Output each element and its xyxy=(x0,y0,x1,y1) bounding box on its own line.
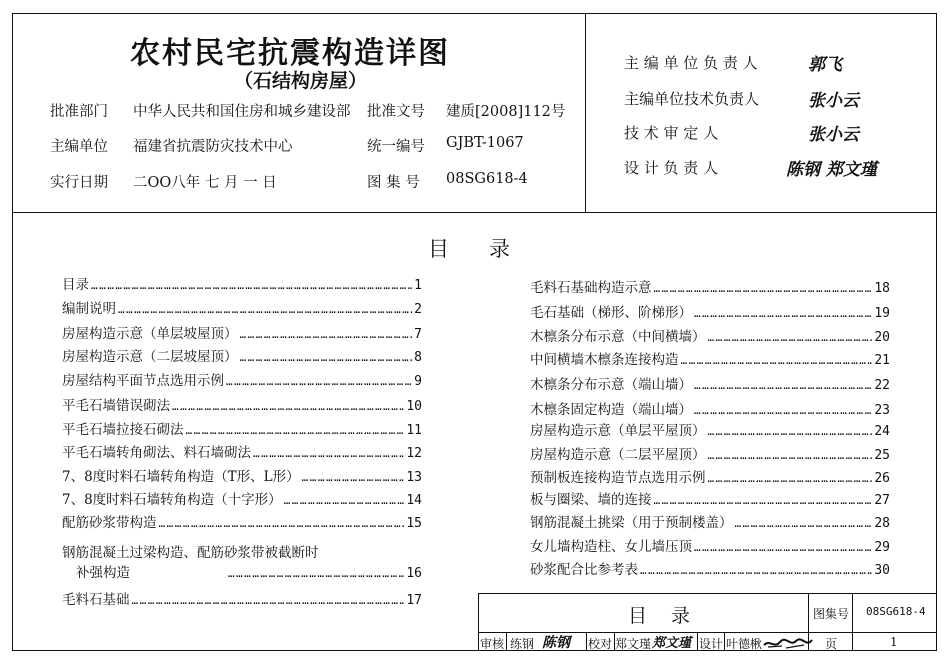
toc-entry[interactable] xyxy=(62,513,422,533)
toc-leader xyxy=(284,491,405,511)
toc-entry[interactable] xyxy=(530,421,890,441)
editor-unit: 福建省抗震防灾技术中心 xyxy=(133,139,293,155)
toc-entry-title: 木檩条分布示意（中间横墙） xyxy=(530,329,706,345)
toc-entry[interactable] xyxy=(62,563,422,583)
signature-design-lead: 陈钢 郑文瑾 xyxy=(786,160,877,180)
toc-leader xyxy=(708,328,873,348)
title-block-cell-divider xyxy=(506,632,507,651)
toc-entry[interactable] xyxy=(530,350,890,370)
toc-entry-page: 1 xyxy=(414,278,422,293)
document-subtitle: （石结构房屋） xyxy=(234,70,368,92)
toc-entry-title: 板与圈梁、墙的连接 xyxy=(530,492,652,508)
toc-entry-page: 7 xyxy=(414,327,422,342)
resp-label-chief-unit: 主 编 单 位 负 责 人 xyxy=(624,54,758,72)
impl-date-label: 实行日期 xyxy=(50,175,108,191)
toc-entry[interactable] xyxy=(62,299,422,319)
toc-entry-page: 17 xyxy=(406,593,422,608)
toc-leader xyxy=(228,564,404,584)
title-block-check-label: 校对 xyxy=(588,637,613,651)
toc-leader xyxy=(708,422,873,442)
toc-entry-page: 19 xyxy=(874,306,890,321)
toc-leader xyxy=(735,514,873,534)
title-block-cell-divider xyxy=(724,632,725,651)
toc-entry[interactable] xyxy=(62,443,422,463)
approval-dept: 中华人民共和国住房和城乡建设部 xyxy=(133,104,351,120)
toc-entry[interactable] xyxy=(530,468,890,488)
toc-entry-title: 砂浆配合比参考表 xyxy=(530,562,638,578)
toc-entry[interactable] xyxy=(62,371,422,391)
title-block-page-label: 页 xyxy=(825,637,838,651)
toc-entry-title: 编制说明 xyxy=(62,301,116,317)
toc-entry[interactable] xyxy=(62,590,422,610)
toc-leader xyxy=(681,351,873,371)
toc-entry-page: 14 xyxy=(406,493,422,508)
document-title: 农村民宅抗震构造详图 xyxy=(130,36,450,71)
editor-unit-label: 主编单位 xyxy=(50,139,108,155)
toc-entry-page: 20 xyxy=(874,330,890,345)
toc-entry[interactable] xyxy=(530,327,890,347)
toc-entry[interactable] xyxy=(530,445,890,465)
toc-entry-page: 26 xyxy=(874,471,890,486)
toc-leader xyxy=(118,300,412,320)
title-block-atlas-label: 图集号 xyxy=(813,607,850,621)
approval-doc: 建质[2008]112号 xyxy=(446,104,566,120)
toc-entry-title: 预制板连接构造节点选用示例 xyxy=(530,470,706,486)
toc-entry-page: 23 xyxy=(874,403,890,418)
toc-entry-page: 15 xyxy=(406,516,422,531)
toc-entry[interactable] xyxy=(62,324,422,344)
toc-entry-title: 7、8度时料石墙转角构造（T形、L形） xyxy=(62,469,300,485)
toc-entry-title: 房屋构造示意（二层平屋顶） xyxy=(530,447,706,463)
toc-entry-page: 24 xyxy=(874,424,890,439)
toc-entry-page: 22 xyxy=(874,378,890,393)
toc-entry-title: 平毛石墙错误砌法 xyxy=(62,398,170,414)
toc-entry-page: 27 xyxy=(874,493,890,508)
toc-entry-title: 配筋砂浆带构造 xyxy=(62,515,157,531)
toc-entry[interactable] xyxy=(530,490,890,510)
toc-entry-title: 7、8度时料石墙转角构造（十字形） xyxy=(62,492,282,508)
toc-entry[interactable] xyxy=(530,400,890,420)
toc-entry-page: 18 xyxy=(874,281,890,296)
toc-entry-page: 29 xyxy=(874,540,890,555)
unified-no-label: 统一编号 xyxy=(367,139,425,155)
toc-entry-title: 平毛石墙拉接石砌法 xyxy=(62,422,184,438)
title-block-design-label: 设计 xyxy=(699,637,724,651)
toc-entry[interactable] xyxy=(62,490,422,510)
resp-label-design-lead: 设 计 负 责 人 xyxy=(624,159,719,177)
toc-entry-page: 30 xyxy=(874,563,890,578)
title-block-atlas-value: 08SG618-4 xyxy=(866,605,926,618)
toc-entry-page: 10 xyxy=(406,399,422,414)
toc-entry[interactable] xyxy=(62,275,422,295)
toc-entry-page: 25 xyxy=(874,448,890,463)
toc-leader xyxy=(91,276,412,296)
toc-entry[interactable] xyxy=(62,420,422,440)
title-block-cell-divider xyxy=(586,632,587,651)
title-block-review-name: 练钢 xyxy=(510,637,535,651)
toc-entry-title-line1[interactable]: 钢筋混凝土过梁构造、配筋砂浆带被截断时 xyxy=(62,545,319,561)
toc-entry-page: 9 xyxy=(414,374,422,389)
toc-leader xyxy=(226,372,412,392)
toc-leader xyxy=(654,279,873,299)
toc-entry-page: 11 xyxy=(406,423,422,438)
toc-entry-title: 房屋构造示意（二层坡屋顶） xyxy=(62,349,238,365)
header-divider xyxy=(12,212,937,213)
toc-entry-title: 木檩条分布示意（端山墙） xyxy=(530,377,692,393)
title-block-page-value: 1 xyxy=(890,635,898,649)
toc-entry-title: 补强构造 xyxy=(76,565,130,581)
toc-entry-title: 房屋构造示意（单层坡屋顶） xyxy=(62,326,238,342)
toc-entry-title: 平毛石墙转角砌法、料石墙砌法 xyxy=(62,445,251,461)
toc-entry-title: 房屋构造示意（单层平屋顶） xyxy=(530,423,706,439)
toc-entry[interactable] xyxy=(530,303,890,323)
toc-entry-page: 28 xyxy=(874,516,890,531)
title-block-check-name: 郑文瑾 xyxy=(615,637,652,651)
toc-entry[interactable] xyxy=(62,467,422,487)
toc-entry-page: 12 xyxy=(406,446,422,461)
impl-date: 二OO八年 七 月 一 日 xyxy=(133,175,277,191)
toc-leader xyxy=(186,421,405,441)
resp-label-tech-review: 技 术 审 定 人 xyxy=(624,124,719,142)
toc-entry-page: 13 xyxy=(406,470,422,485)
atlas-no: 08SG618-4 xyxy=(446,171,528,187)
title-block-review-signature: 陈钢 xyxy=(542,635,570,651)
toc-leader xyxy=(694,401,872,421)
title-block-col-divider xyxy=(852,593,853,651)
unified-no: GJBT-1067 xyxy=(446,135,524,151)
signature-chief-unit: 郭飞 xyxy=(808,55,842,75)
resp-label-tech-lead: 主编单位技术负责人 xyxy=(624,90,760,108)
toc-leader xyxy=(132,591,405,611)
toc-leader xyxy=(240,325,413,345)
toc-leader xyxy=(159,514,405,534)
toc-entry-title: 毛石基础（梯形、阶梯形） xyxy=(530,305,692,321)
approval-dept-label: 批准部门 xyxy=(50,104,108,120)
title-block-cell-divider xyxy=(697,632,698,651)
toc-entry-page: 16 xyxy=(406,566,422,581)
toc-leader xyxy=(640,561,872,581)
toc-leader xyxy=(708,469,873,489)
toc-leader xyxy=(302,468,405,488)
toc-entry-title: 女儿墙构造柱、女儿墙压顶 xyxy=(530,539,692,555)
toc-leader xyxy=(708,446,873,466)
toc-leader xyxy=(253,444,404,464)
toc-entry-page: 2 xyxy=(414,302,422,317)
title-block-check-signature: 郑文瑾 xyxy=(652,636,692,651)
toc-entry-title: 钢筋混凝土挑梁（用于预制楼盖） xyxy=(530,515,733,531)
toc-entry[interactable] xyxy=(530,513,890,533)
toc-leader xyxy=(694,538,872,558)
toc-entry-title: 目录 xyxy=(62,277,89,293)
toc-leader xyxy=(694,304,872,324)
approval-doc-label: 批准文号 xyxy=(367,104,425,120)
toc-entry-page: 8 xyxy=(414,350,422,365)
header-column-divider xyxy=(585,13,586,212)
atlas-no-label: 图 集 号 xyxy=(367,175,420,191)
toc-leader xyxy=(172,397,404,417)
toc-entry[interactable] xyxy=(62,396,422,416)
title-block-sheet-name: 目录 xyxy=(628,605,715,627)
toc-entry[interactable] xyxy=(530,375,890,395)
toc-entry-title: 中间横墙木檩条连接构造 xyxy=(530,352,679,368)
toc-entry-title: 毛料石基础构造示意 xyxy=(530,280,652,296)
toc-heading: 目录 xyxy=(428,237,550,261)
toc-entry-title: 木檩条固定构造（端山墙） xyxy=(530,402,692,418)
toc-leader xyxy=(654,491,873,511)
toc-entry-title: 毛料石基础 xyxy=(62,592,130,608)
toc-entry-page: 21 xyxy=(874,353,890,368)
toc-entry[interactable] xyxy=(62,347,422,367)
title-block-design-name: 叶德楸 xyxy=(726,637,763,651)
toc-leader xyxy=(240,348,413,368)
signature-tech-review: 张小云 xyxy=(808,125,859,145)
toc-entry[interactable] xyxy=(530,560,890,580)
title-block-review-label: 审核 xyxy=(480,637,505,651)
design-signature-scribble xyxy=(762,637,814,650)
toc-entry[interactable] xyxy=(530,537,890,557)
signature-tech-lead: 张小云 xyxy=(808,91,859,111)
toc-entry-title: 房屋结构平面节点选用示例 xyxy=(62,373,224,389)
toc-entry[interactable] xyxy=(530,278,890,298)
toc-leader xyxy=(694,376,872,396)
